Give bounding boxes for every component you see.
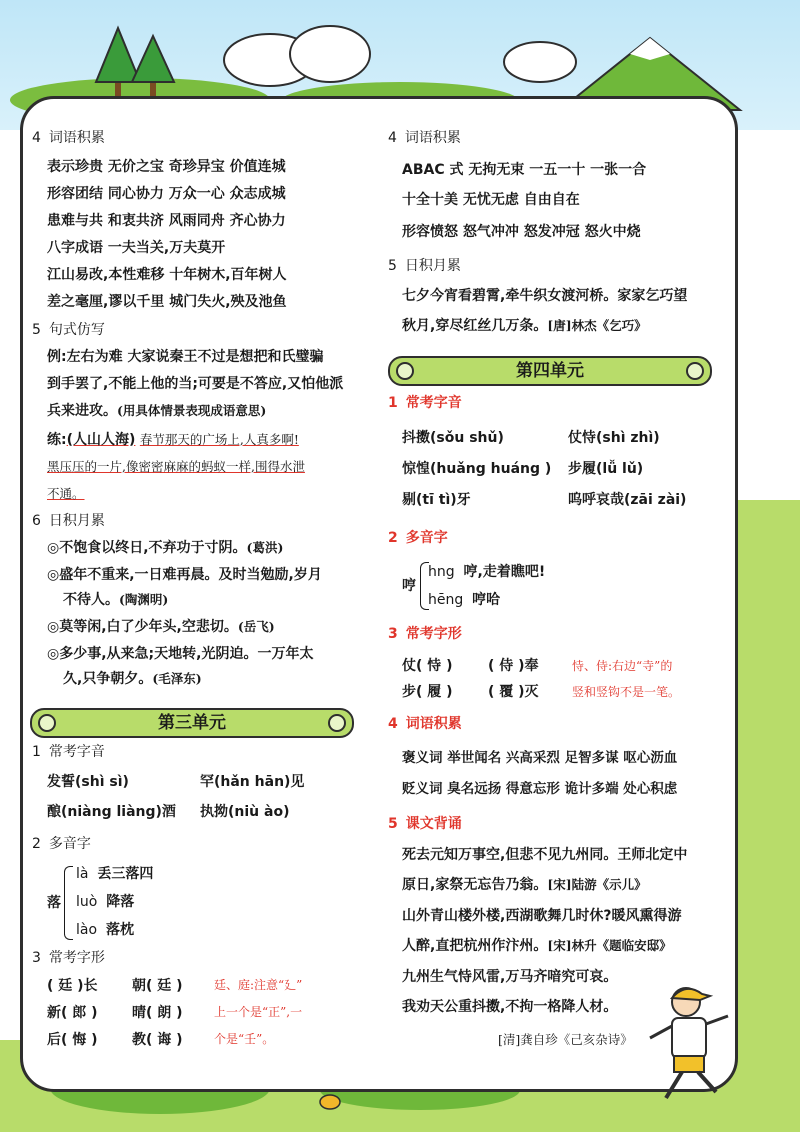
practice-line: 黑压压的一片,像密密麻麻的蚂蚁一样,围得水泄	[47, 459, 305, 474]
handwritten-note: 个是“壬”。	[214, 1032, 275, 1046]
polyphone-item: là 丢三落四	[76, 866, 154, 882]
running-boy-icon	[636, 980, 746, 1110]
example-line: 到手罢了,不能上他的当;可要是不答应,又怕他派	[47, 376, 344, 392]
vocab-line: 差之毫厘,谬以千里 城门失火,殃及池鱼	[47, 294, 287, 310]
quote-line: ◎莫等闲,白了少年头,空悲切。(岳飞)	[47, 619, 275, 635]
polyphone-item: luò 降落	[76, 894, 135, 910]
pronunciation-item: 抖擞(sǒu shǔ)	[402, 430, 504, 446]
section-heading: 4 词语积累	[388, 130, 461, 146]
pronunciation-item: 呜呼哀哉(zāi zài)	[568, 492, 687, 508]
poem-line: 死去元知万事空,但悲不见九州同。王师北定中	[402, 847, 688, 863]
vocab-line: 十全十美 无忧无虑 自由自在	[402, 192, 580, 208]
polyphone-item: lào 落枕	[76, 922, 134, 938]
section-heading: 3 常考字形	[388, 626, 462, 642]
pronunciation-item: 仗恃(shì zhì)	[568, 430, 660, 446]
unit-3-banner: 第三单元	[30, 708, 354, 738]
glyph-item: 教( 诲 )	[132, 1032, 183, 1048]
handwritten-note: 廷、庭:注意“廴”	[214, 978, 303, 992]
example-line: 例:左右为难 大家说秦王不过是想把和氏璧骗	[47, 349, 324, 365]
quote-line: ◎盛年不重来,一日难再晨。及时当勉励,岁月	[47, 567, 322, 583]
pronunciation-item: 惊惶(huǎng huáng )	[402, 461, 552, 477]
glyph-item: ( 廷 )长	[47, 978, 98, 994]
glyph-item: ( 侍 )奉	[488, 658, 539, 674]
glyph-item: ( 覆 )灭	[488, 684, 539, 700]
poem-line: 七夕今宵看碧霄,牵牛织女渡河桥。家家乞巧望	[402, 288, 688, 304]
section-heading: 6 日积月累	[32, 513, 105, 529]
poem-line: 我劝天公重抖擞,不拘一格降人材。	[402, 999, 618, 1015]
polyphone-item: hēng 哼哈	[428, 592, 501, 608]
quote-line: 不待人。(陶渊明)	[63, 592, 169, 608]
handwritten-note: 上一个是“正”,一	[214, 1005, 303, 1019]
section-heading: 3 常考字形	[32, 950, 105, 966]
vocab-line: 褒义词 举世闻名 兴高采烈 足智多谋 呕心沥血	[402, 750, 678, 766]
glyph-item: 仗( 恃 )	[402, 658, 453, 674]
section-heading: 2 多音字	[32, 836, 91, 852]
section-heading: 2 多音字	[388, 530, 448, 546]
section-heading: 1 常考字音	[32, 744, 105, 760]
glyph-item: 后( 悔 )	[47, 1032, 98, 1048]
quote-line: ◎多少事,从来急;天地转,光阴迫。一万年太	[47, 646, 314, 662]
section-heading: 5 日积月累	[388, 258, 461, 274]
pronunciation-item: 步履(lǚ lǔ)	[568, 461, 644, 477]
handwritten-note: 恃、侍:右边“寺”的	[572, 659, 673, 673]
section-heading: 5 句式仿写	[32, 322, 105, 338]
poem-line: 山外青山楼外楼,西湖歌舞几时休?暖风熏得游	[402, 908, 682, 924]
poem-line: 秋月,穿尽红丝几万条。[唐]林杰《乞巧》	[402, 318, 647, 334]
handwritten-note: 竖和竖钩不是一笔。	[572, 685, 681, 699]
section-heading: 4 词语积累	[32, 130, 105, 146]
poem-line: 九州生气恃风雷,万马齐喑究可哀。	[402, 969, 618, 985]
poem-line: 人醉,直把杭州作汴州。[宋]林升《题临安邸》	[402, 938, 672, 954]
pronunciation-item: 罕(hǎn hān)见	[200, 774, 305, 790]
vocab-line: 表示珍贵 无价之宝 奇珍异宝 价值连城	[47, 159, 286, 175]
section-heading: 5 课文背诵	[388, 816, 462, 832]
pronunciation-item: 剔(tī tì)牙	[402, 492, 471, 508]
section-heading: 1 常考字音	[388, 395, 462, 411]
vocab-line: 患难与共 和衷共济 风雨同舟 齐心协力	[47, 213, 286, 229]
poem-line: 原日,家祭无忘告乃翁。[宋]陆游《示儿》	[402, 877, 647, 893]
example-line: 兵来进攻。(用具体情景表现成语意思)	[47, 403, 267, 419]
polyphone-char: 落	[47, 895, 61, 911]
polyphone-item: hng 哼,走着瞧吧!	[428, 564, 546, 580]
quote-line: ◎不饱食以终日,不弃功于寸阴。(葛洪)	[47, 540, 284, 556]
vocab-line: 形容愤怒 怒气冲冲 怒发冲冠 怒火中烧	[402, 224, 641, 240]
vocab-line: ABAC 式 无拘无束 一五一十 一张一合	[402, 162, 647, 178]
unit-4-banner: 第四单元	[388, 356, 712, 386]
vocab-line: 八字成语 一夫当关,万夫莫开	[47, 240, 226, 256]
glyph-item: 朝( 廷 )	[132, 978, 183, 994]
quote-line: 久,只争朝夕。(毛泽东)	[63, 671, 202, 687]
stone-icon	[320, 1095, 340, 1109]
practice-line: 练:(人山人海) 春节那天的广场上,人真多啊!	[47, 432, 299, 448]
practice-line: 不通。	[47, 486, 85, 501]
polyphone-char: 哼	[402, 578, 416, 594]
vocab-line: 贬义词 臭名远扬 得意忘形 诡计多端 处心积虑	[402, 781, 678, 797]
vocab-line: 形容团结 同心协力 万众一心 众志成城	[47, 186, 286, 202]
section-heading: 4 词语积累	[388, 716, 462, 732]
pronunciation-item: 发誓(shì sì)	[47, 774, 129, 790]
pronunciation-item: 执拗(niù ào)	[200, 804, 290, 820]
glyph-item: 晴( 朗 )	[132, 1005, 183, 1021]
brace-icon	[64, 866, 73, 940]
vocab-line: 江山易改,本性难移 十年树木,百年树人	[47, 267, 287, 283]
poem-source: [清]龚自珍《己亥杂诗》	[498, 1032, 633, 1047]
glyph-item: 新( 郎 )	[47, 1005, 98, 1021]
pronunciation-item: 酿(niàng liàng)酒	[47, 804, 176, 820]
glyph-item: 步( 履 )	[402, 684, 453, 700]
